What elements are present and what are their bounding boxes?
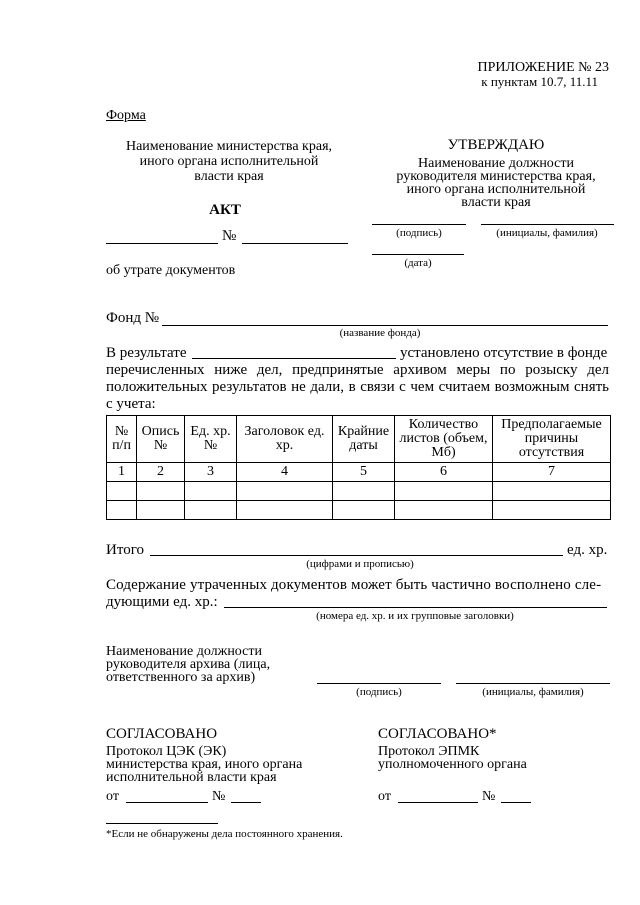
- table-cell: 4: [237, 463, 333, 482]
- agreed-right-protocol-line: Протокол ЭПМК: [378, 744, 480, 759]
- table-cell: [395, 501, 493, 520]
- table-number-row: [107, 463, 611, 482]
- approve-position-line: руководителя министерства края,: [396, 169, 596, 184]
- approve-signature-hint: (подпись): [396, 227, 442, 239]
- table-header-cell: Ед. хр. №: [185, 416, 237, 463]
- agreed-left-title: СОГЛАСОВАНО: [106, 726, 218, 742]
- table-header-row: [107, 416, 611, 463]
- total-label: Итого: [106, 542, 144, 558]
- approve-name-hint: (инициалы, фамилия): [496, 227, 598, 239]
- agreed-right-protocol-line: уполномоченного органа: [378, 757, 527, 772]
- table-cell: [493, 482, 611, 501]
- total-unit: ед. хр.: [567, 542, 608, 558]
- act-subject: об утрате документов: [106, 263, 236, 278]
- archive-name-line: [456, 683, 610, 684]
- archive-name-hint: (инициалы, фамилия): [482, 686, 584, 698]
- table-header-cell: № п/п: [107, 416, 137, 463]
- agreed-right-from: от: [378, 789, 391, 804]
- agreed-left-number-sign: №: [212, 789, 226, 804]
- content-hint: (номера ед. хр. и их групповые заголовки): [316, 610, 514, 622]
- lost-documents-table: [106, 415, 611, 520]
- agreed-left-protocol-line: Протокол ЦЭК (ЭК): [106, 744, 227, 759]
- approve-position-line: иного органа исполнительной: [406, 182, 586, 197]
- act-date-line: [106, 243, 218, 244]
- result-suffix: установлено отсутствие в фонде: [400, 345, 608, 361]
- approve-signature-line: [372, 224, 466, 225]
- table-cell: [107, 482, 137, 501]
- content-line-2: дующими ед. хр.:: [106, 594, 218, 610]
- act-number-sign: №: [222, 228, 237, 244]
- table-cell: [185, 482, 237, 501]
- appendix-points: к пунктам 10.7, 11.11: [481, 74, 598, 89]
- archive-head-position: [106, 645, 270, 684]
- approve-date-hint: (дата): [404, 257, 432, 269]
- approve-name-line: [481, 224, 614, 225]
- total-line: [150, 555, 563, 556]
- appendix-title: ПРИЛОЖЕНИЕ № 23: [477, 60, 609, 75]
- agreed-left-protocol: [106, 745, 302, 784]
- fund-label: Фонд №: [106, 310, 160, 326]
- table-cell: [137, 501, 185, 520]
- act-title: АКТ: [209, 202, 241, 218]
- approve-position-line: Наименование должности: [418, 156, 574, 171]
- total-hint: (цифрами и прописью): [306, 558, 414, 570]
- agreed-left-protocol-line: исполнительной власти края: [106, 770, 277, 785]
- table-cell: [237, 501, 333, 520]
- content-line-1: Содержание утраченных документов может быть частично восполнено сле-: [106, 577, 602, 593]
- table-header-cell: Крайние даты: [333, 416, 395, 463]
- approve-date-line: [372, 254, 464, 255]
- content-line: [224, 607, 607, 608]
- approve-position: [362, 157, 630, 209]
- result-rest: перечисленных ниже дел, предпринятые архивом меры по розыску дел положительных результатов не дали, в связи с чем считаем возможным снять с учета:: [106, 362, 609, 412]
- table-cell: [333, 501, 395, 520]
- table-row: [107, 482, 611, 501]
- fund-hint: (название фонда): [339, 327, 421, 339]
- approve-title: УТВЕРЖДАЮ: [447, 137, 545, 153]
- org-name-block: [100, 139, 358, 184]
- table-cell: 1: [107, 463, 137, 482]
- agreed-left-number-line: [231, 802, 261, 803]
- org-name-line: Наименование министерства края,: [125, 139, 333, 154]
- agreed-right-title: СОГЛАСОВАНО*: [378, 726, 497, 742]
- agreed-right-date-line: [398, 802, 478, 803]
- table-cell: 5: [333, 463, 395, 482]
- act-number-line: [242, 243, 348, 244]
- table-header-cell: Заголовок ед. хр.: [237, 416, 333, 463]
- result-prefix: В результате: [106, 345, 187, 361]
- form-label: Форма: [106, 108, 146, 123]
- agreed-right-protocol: [378, 745, 527, 771]
- org-name-line: иного органа исполнительной: [139, 154, 319, 169]
- agreed-left-date-line: [126, 802, 208, 803]
- table-cell: [237, 482, 333, 501]
- table-row: [107, 501, 611, 520]
- table-header-cell: Количество листов (объем, Мб): [395, 416, 493, 463]
- archive-head-line: ответственного за архив): [106, 670, 256, 685]
- table-cell: 2: [137, 463, 185, 482]
- org-name-line: власти края: [194, 169, 264, 184]
- footnote-divider: [106, 823, 218, 824]
- fund-line: [162, 325, 608, 326]
- agreed-left-from: от: [106, 789, 119, 804]
- table-cell: 7: [493, 463, 611, 482]
- agreed-right-number-line: [501, 802, 531, 803]
- result-blank-line: [192, 358, 396, 359]
- archive-signature-hint: (подпись): [356, 686, 402, 698]
- archive-signature-line: [317, 683, 441, 684]
- table-cell: [137, 482, 185, 501]
- table-cell: [493, 501, 611, 520]
- approve-position-line: власти края: [461, 195, 531, 210]
- table-header-cell: Предполагаемые причины отсутствия: [493, 416, 611, 463]
- archive-head-line: руководителя архива (лица,: [106, 657, 271, 672]
- table-cell: 3: [185, 463, 237, 482]
- archive-head-line: Наименование должности: [106, 644, 262, 659]
- table-cell: [185, 501, 237, 520]
- footnote: *Если не обнаружены дела постоянного хранения.: [106, 828, 343, 840]
- table-cell: 6: [395, 463, 493, 482]
- agreed-left-protocol-line: министерства края, иного органа: [106, 757, 303, 772]
- table-header-cell: Опись №: [137, 416, 185, 463]
- agreed-right-number-sign: №: [482, 789, 496, 804]
- table-cell: [333, 482, 395, 501]
- table-cell: [395, 482, 493, 501]
- table-cell: [107, 501, 137, 520]
